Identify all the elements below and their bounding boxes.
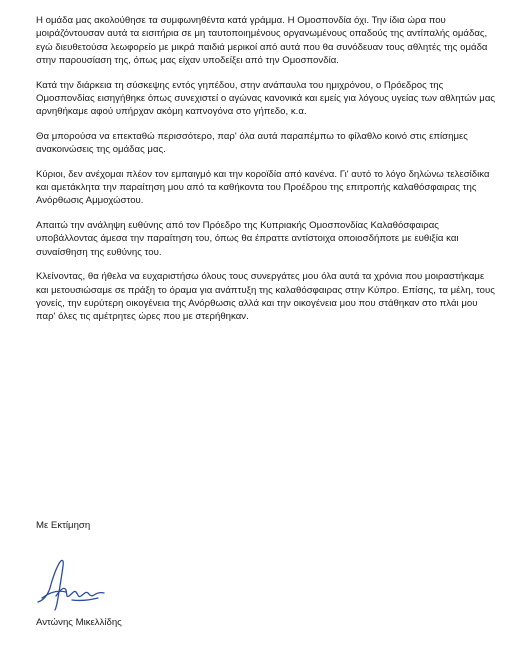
closing-salutation: Με Εκτίμηση [36, 520, 91, 531]
letter-paragraph: Θα μπορούσα να επεκταθώ περισσότερο, παρ' όλα αυτά παραπέμπω το φίλαθλο κοινό στις επίσημες ανακοινώσεις της ομάδας μας. [36, 130, 468, 156]
letter-paragraph: Απαιτώ την ανάληψη ευθύνης από τον Πρόεδρο της Κυπριακής Ομοσπονδίας Καλαθόσφαιρας υποβάλλοντας άμεσα την παραίτηση του, όπως θα έπραττε αντίστοιχα οποιοσδήποτε με ευθιξία και συναίσθηση της ευθύνης του. [36, 219, 459, 258]
handwritten-signature-icon [36, 554, 126, 614]
signer-name: Αντώνης Μικελλίδης [36, 617, 122, 628]
letter-paragraph: Κατά την διάρκεια τη σύσκεψης εντός γηπέδου, στην ανάπαυλα του ημιχρόνου, ο Πρόεδρος της Ομοσπονδίας εισηγήθηκε όπως συνεχιστεί ο αγώνας κανονικά και εμείς για λόγους υγείας των αθλητών μας αρνηθήκαμε αφού υπήρχαν ακόμη καπνογόνα στο γήπεδο, κ.α. [36, 79, 496, 118]
letter-paragraph: Η ομάδα μας ακολούθησε τα συμφωνηθέντα κατά γράμμα. Η Ομοσπονδία όχι. Την ίδια ώρα που μοιράζόντουσαν αυτά τα εισιτήρια σε μη ταυτοποιημένους οργανωμένους οπαδούς της αντίπαλής ομάδας, εγώ διευθετούσα λεωφορείο με μικρά παιδιά μερικοί από αυτά που θα συνόδευαν τους αθλητές της ομάδα στην παρουσίαση της, όπως μας είχαν υποδείξει από την Ομοσπονδία. [36, 15, 488, 67]
letter-paragraph: Κύριοι, δεν ανέχομαι πλέον τον εμπαιγμό και την κοροϊδία από κανένα. Γι' αυτό το λόγο δηλώνω τελεσίδικα και αμετάκλητα την παραίτηση μου από τα καθήκοντα του Προέδρου της επιτροπής καλαθόσφαιρας της Ανόρθωσις Αμμοχώστου. [36, 168, 490, 207]
letter-body [36, 14, 498, 335]
letter-paragraph: Κλείνοντας, θα ήθελα να ευχαριστήσω όλους τους συνεργάτες μου όλα αυτά τα χρόνια που μοιραστήκαμε και μετουσιώσαμε σε πράξη το όραμα για ανάπτυξη της καλαθόσφαιρας στην Κύπρο. Επίσης, τα μέλη, τους γονείς, την ευρύτερη οικογένεια της Ανόρθωσις αλλά και την οικογένεια μου που στάθηκαν στο πλάι μου παρ' όλες τις αμέτρητες ώρες που με στερήθηκαν. [36, 271, 495, 323]
